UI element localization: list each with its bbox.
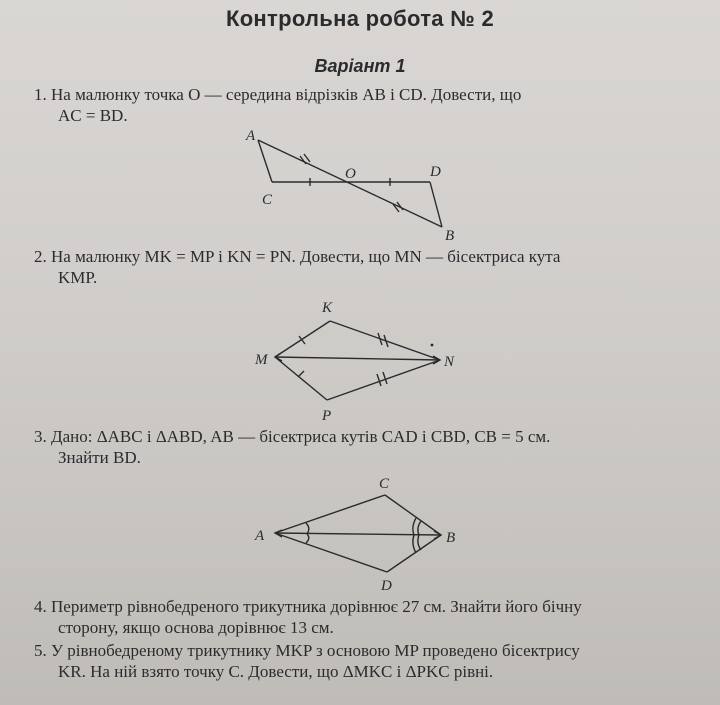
angle-arc-CAB	[306, 523, 309, 534]
label-C: C	[379, 476, 390, 492]
label-A: A	[246, 128, 256, 144]
task-1-number: 1.	[34, 85, 47, 104]
task-5-line1	[34, 640, 580, 662]
label-B: B	[446, 530, 456, 546]
label-C: C	[262, 192, 273, 208]
label-N: N	[444, 354, 455, 370]
task-4-number: 4.	[34, 597, 47, 616]
label-D: D	[430, 164, 441, 180]
task-3-line2: Знайти BD.	[58, 448, 141, 467]
segment-AC	[275, 495, 385, 533]
task-3-text: Дано: ΔABC і ΔABD, AB — бісектриса кутів CAD і CBD, CB = 5 см.	[51, 427, 551, 446]
task-1-line2: AC = BD.	[58, 106, 128, 125]
label-D: D	[381, 578, 392, 594]
task-1-text: На малюнку точка O — середина відрізків AB і CD. Довести, що	[51, 85, 522, 104]
task-5-line2: KR. На ній взято точку C. Довести, що ΔMKC і ΔPKC рівні.	[58, 662, 494, 681]
label-P: P	[322, 408, 332, 424]
label-M: M	[255, 352, 268, 368]
segment-DB	[387, 535, 441, 572]
angle-arc-BAD	[306, 534, 309, 543]
task-4-line1	[34, 596, 582, 618]
task-4-line2: сторону, якщо основа дорівнює 13 см.	[58, 618, 334, 637]
label-B: B	[445, 228, 455, 244]
task-2-line2: KMP.	[58, 268, 98, 287]
variant-label: Варіант 1	[314, 56, 406, 76]
task-2-text: На малюнку MK = MP і KN = PN. Довести, що MN — бісектриса кута	[51, 247, 561, 266]
label-A: A	[255, 528, 265, 544]
task-4-text: Периметр рівнобедреного трикутника дорівнює 27 см. Знайти його бічну	[51, 597, 582, 616]
task-3-number: 3.	[34, 427, 47, 446]
label-O: O	[345, 166, 356, 182]
task-5-text: У рівнобедреному трикутнику MKP з основою MP проведено бісектрису	[51, 641, 580, 660]
task-2-number: 2.	[34, 247, 47, 266]
label-K: K	[322, 300, 333, 316]
task-5-number: 5.	[34, 641, 47, 660]
segment-AB	[275, 533, 441, 535]
segment-AD	[275, 533, 387, 572]
page-title: Контрольна робота № 2	[225, 6, 495, 31]
